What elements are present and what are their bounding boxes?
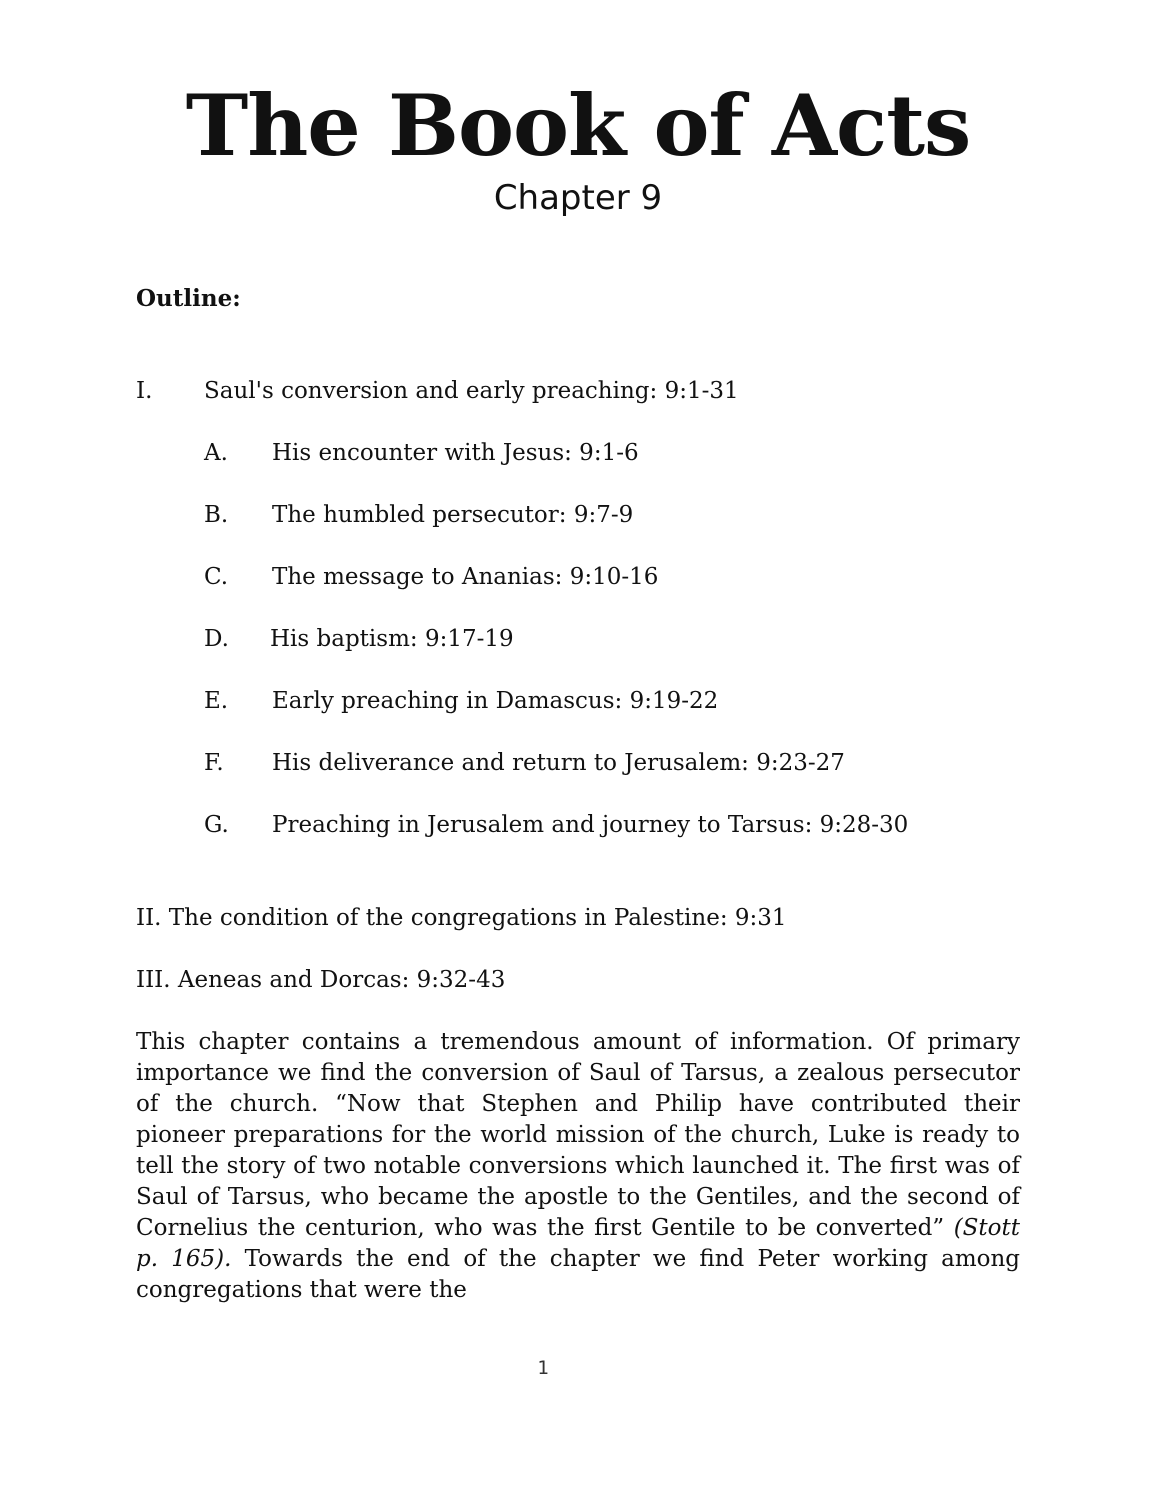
outline-subitem-marker: C. [204, 564, 229, 590]
paragraph-text: This chapter contains a tremendous amount of information. Of primary importance we find the conversion of Saul of Tarsus, a zealous persecutor of the church. “Now that Stephen and Philip have contributed their pioneer preparations for the world mission of the church, Luke is ready to tell the story of two notable conversions which launched it. The first was of Saul of Tarsus, who became the apostle to the Gentiles, and the second of Cornelius the centurion, who was the first Gentile to be converted” [136, 1029, 1020, 1241]
outline-subitem-marker: A. [204, 440, 228, 466]
outline-subitem-marker: D. [204, 626, 229, 652]
outline-subitem-marker: G. [204, 812, 229, 838]
outline-subitem-marker: E. [204, 688, 229, 714]
outline-section-1-text: Saul's conversion and early preaching: 9:1-31 [204, 378, 739, 404]
outline-subitem-text: The message to Ananias: 9:10-16 [272, 564, 659, 590]
citation: (Stott p. 165). [136, 1215, 1021, 1272]
outline-subitem-text: Preaching in Jerusalem and journey to Tarsus: 9:28-30 [272, 812, 909, 838]
paragraph-text-continued: Towards the end of the chapter we find Peter working among congregations that were the [136, 1246, 1021, 1303]
outline-subitem-marker: F. [204, 750, 224, 776]
outline-subitem-text: Early preaching in Damascus: 9:19-22 [272, 688, 719, 714]
outline-section-2: II. The condition of the congregations in Palestine: 9:31 [136, 905, 787, 931]
outline-subitem-text: His baptism: 9:17-19 [270, 626, 514, 652]
chapter-subtitle: Chapter 9 [493, 178, 663, 218]
outline-subitem-text: His encounter with Jesus: 9:1-6 [272, 440, 639, 466]
outline-heading: Outline: [136, 285, 241, 312]
document-title: The Book of Acts [185, 76, 971, 175]
outline-subitem-marker: B. [204, 502, 229, 528]
page-number: 1 [537, 1357, 549, 1379]
body-paragraph [136, 1027, 1020, 1306]
outline-section-3: III. Aeneas and Dorcas: 9:32-43 [136, 967, 506, 993]
outline-subitem-text: The humbled persecutor: 9:7-9 [272, 502, 634, 528]
outline-subitem-text: His deliverance and return to Jerusalem: 9:23-27 [272, 750, 845, 776]
outline-section-1-marker: I. [136, 378, 153, 404]
